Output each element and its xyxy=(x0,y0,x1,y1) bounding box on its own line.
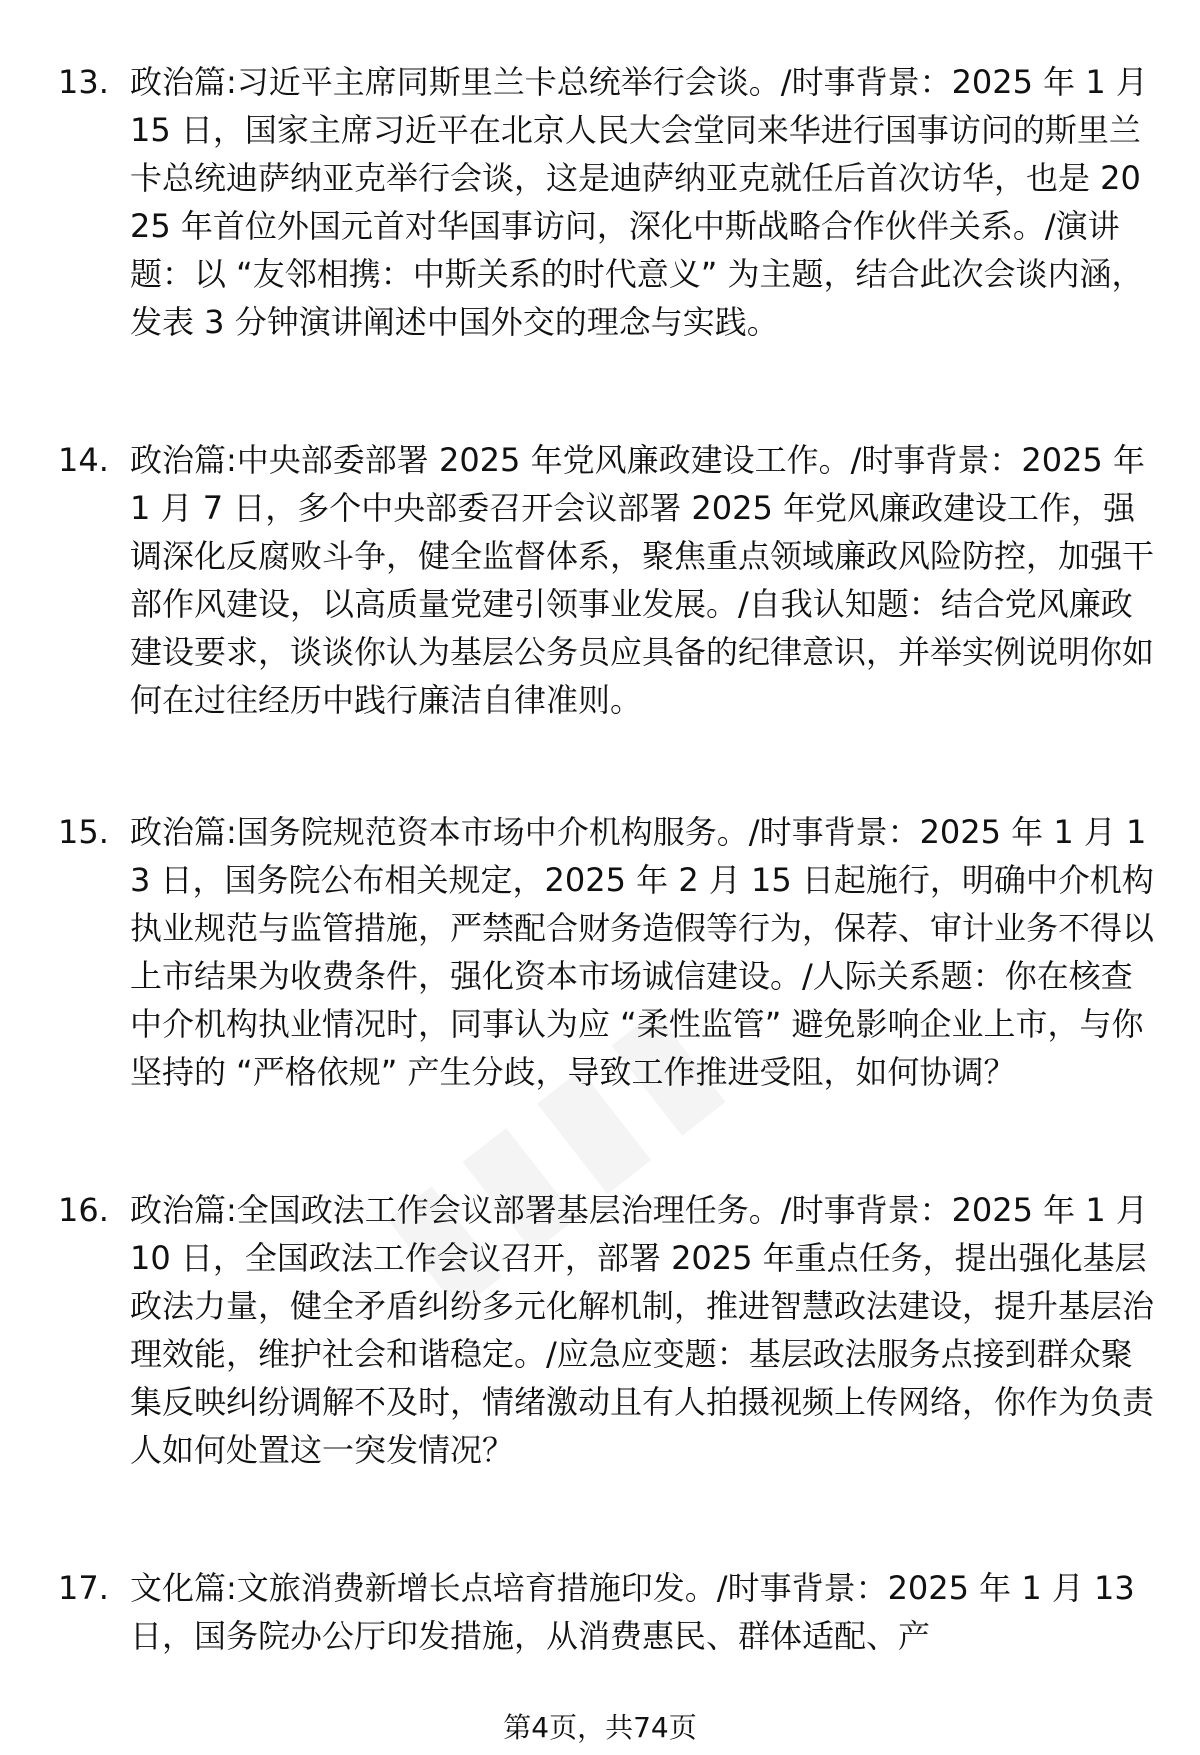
item-text: 政治篇:习近平主席同斯里兰卡总统举行会谈。/时事背景：2025 年 1 月 15 日，国家主席习近平在北京人民大会堂同来华进行国事访问的斯里兰卡总统迪萨纳亚克举行会谈，这是迪萨纳亚克就任后首次访华，也是 2025 年首位外国元首对华国事访问，深化中斯战略合作伙伴关系。/演讲题：以 “友邻相携：中斯关系的时代意义” 为主题，结合此次会谈内涵，发表 3 分钟演讲阐述中国外交的理念与实践。 xyxy=(130,63,1148,341)
list-item xyxy=(58,1186,1158,1474)
item-text: 政治篇:国务院规范资本市场中介机构服务。/时事背景：2025 年 1 月 13 日，国务院公布相关规定，2025 年 2 月 15 日起施行，明确中介机构执业规范与监管措施，严禁配合财务造假等行为，保荐、审计业务不得以上市结果为收费条件，强化资本市场诚信建设。/人际关系题：你在核查中介机构执业情况时，同事认为应 “柔性监管” 避免影响企业上市，与你坚持的 “严格依规” 产生分歧，导致工作推进受阻，如何协调？ xyxy=(130,813,1155,1091)
item-number: 15. xyxy=(58,813,109,851)
item-text: 政治篇:全国政法工作会议部署基层治理任务。/时事背景：2025 年 1 月 10 日，全国政法工作会议召开，部署 2025 年重点任务，提出强化基层政法力量，健全矛盾纠纷多元化解机制，推进智慧政法建设，提升基层治理效能，维护社会和谐稳定。/应急应变题：基层政法服务点接到群众聚集反映纠纷调解不及时，情绪激动且有人拍摄视频上传网络，你作为负责人如何处置这一突发情况？ xyxy=(130,1191,1155,1469)
list-item xyxy=(58,808,1158,1096)
list-item xyxy=(58,58,1158,346)
page-footer: 第4页，共74页 xyxy=(503,1711,697,1744)
item-text: 政治篇:中央部委部署 2025 年党风廉政建设工作。/时事背景：2025 年 1 月 7 日，多个中央部委召开会议部署 2025 年党风廉政建设工作，强调深化反腐败斗争，健全监督体系，聚焦重点领域廉政风险防控，加强干部作风建设，以高质量党建引领事业发展。/自我认知题：结合党风廉政建设要求，谈谈你认为基层公务员应具备的纪律意识，并举实例说明你如何在过往经历中践行廉洁自律准则。 xyxy=(130,441,1155,719)
item-number: 17. xyxy=(58,1569,109,1607)
item-number: 13. xyxy=(58,63,109,101)
list-item xyxy=(58,1564,1158,1660)
item-number: 14. xyxy=(58,441,109,479)
item-text: 文化篇:文旅消费新增长点培育措施印发。/时事背景：2025 年 1 月 13 日，国务院办公厅印发措施，从消费惠民、群体适配、产 xyxy=(130,1569,1135,1655)
item-number: 16. xyxy=(58,1191,109,1229)
list-item xyxy=(58,436,1158,724)
